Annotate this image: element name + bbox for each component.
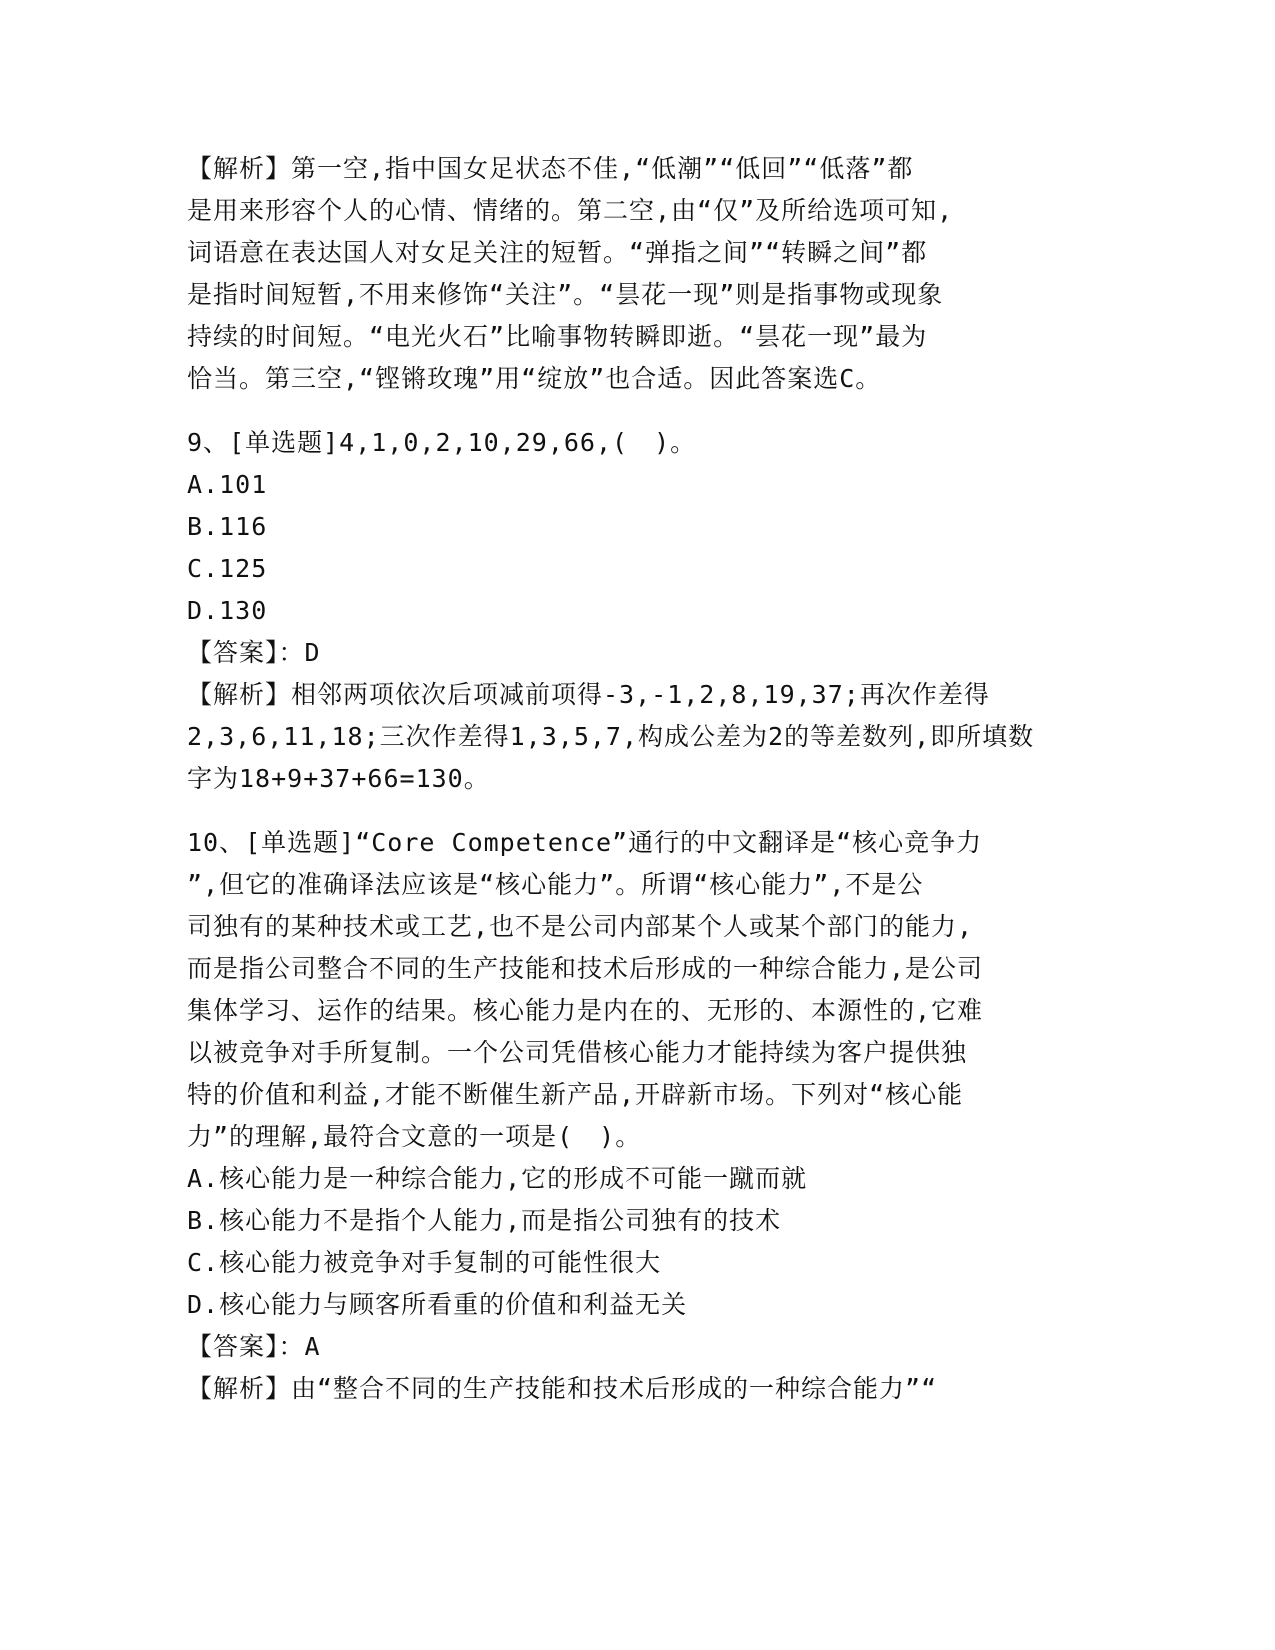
q9-analysis-line-3: 字为18+9+37+66=130。: [187, 764, 490, 793]
q10-stem-line-7: 特的价值和利益,才能不断催生新产品,开辟新市场。下列对“核心能: [187, 1080, 964, 1109]
q8-analysis-line-1: 【解析】第一空,指中国女足状态不佳,“低潮”“低回”“低落”都: [187, 154, 914, 183]
q10-answer: 【答案】：A: [187, 1332, 321, 1361]
q9-option-d: D.130: [187, 596, 268, 625]
q8-analysis-line-5: 持续的时间短。“电光火石”比喻事物转瞬即逝。“昙花一现”最为: [187, 322, 928, 351]
q10-stem-line-4: 而是指公司整合不同的生产技能和技术后形成的一种综合能力,是公司: [187, 954, 984, 983]
q10-stem-line-2: ”,但它的准确译法应该是“核心能力”。所谓“核心能力”,不是公: [187, 870, 924, 899]
q9-option-b: B.116: [187, 512, 268, 541]
q8-analysis-line-4: 是指时间短暂,不用来修饰“关注”。“昙花一现”则是指事物或现象: [187, 280, 944, 309]
q10-stem-line-1: 10、[单选题]“Core Competence”通行的中文翻译是“核心竞争力: [187, 828, 983, 857]
q10-stem-line-8: 力”的理解,最符合文意的一项是( )。: [187, 1122, 642, 1151]
q9-answer: 【答案】：D: [187, 638, 321, 667]
q10-option-c: C.核心能力被竞争对手复制的可能性很大: [187, 1248, 662, 1277]
q10-stem-line-3: 司独有的某种技术或工艺,也不是公司内部某个人或某个部门的能力,: [187, 912, 974, 941]
q10-option-a: A.核心能力是一种综合能力,它的形成不可能一蹴而就: [187, 1164, 808, 1193]
q8-analysis-line-3: 词语意在表达国人对女足关注的短暂。“弹指之间”“转瞬之间”都: [187, 238, 928, 267]
q9-analysis-line-2: 2,3,6,11,18;三次作差得1,3,5,7,构成公差为2的等差数列,即所填数: [187, 722, 1035, 751]
q9-stem: 9、[单选题]4,1,0,2,10,29,66,( )。: [187, 428, 697, 457]
q9-option-c: C.125: [187, 554, 268, 583]
q8-analysis-line-2: 是用来形容个人的心情、情绪的。第二空,由“仅”及所给选项可知,: [187, 196, 954, 225]
q10-stem-line-5: 集体学习、运作的结果。核心能力是内在的、无形的、本源性的,它难: [187, 996, 984, 1025]
q9-option-a: A.101: [187, 470, 268, 499]
q10-option-b: B.核心能力不是指个人能力,而是指公司独有的技术: [187, 1206, 782, 1235]
q10-option-d: D.核心能力与顾客所看重的价值和利益无关: [187, 1290, 688, 1319]
q10-stem-line-6: 以被竞争对手所复制。一个公司凭借核心能力才能持续为客户提供独: [187, 1038, 968, 1067]
q9-analysis-line-1: 【解析】相邻两项依次后项减前项得-3,-1,2,8,19,37;再次作差得: [187, 680, 990, 709]
q10-analysis-line-1: 【解析】由“整合不同的生产技能和技术后形成的一种综合能力”“: [187, 1374, 938, 1403]
q8-analysis-line-6: 恰当。第三空,“铿锵玫瑰”用“绽放”也合适。因此答案选C。: [187, 364, 882, 393]
